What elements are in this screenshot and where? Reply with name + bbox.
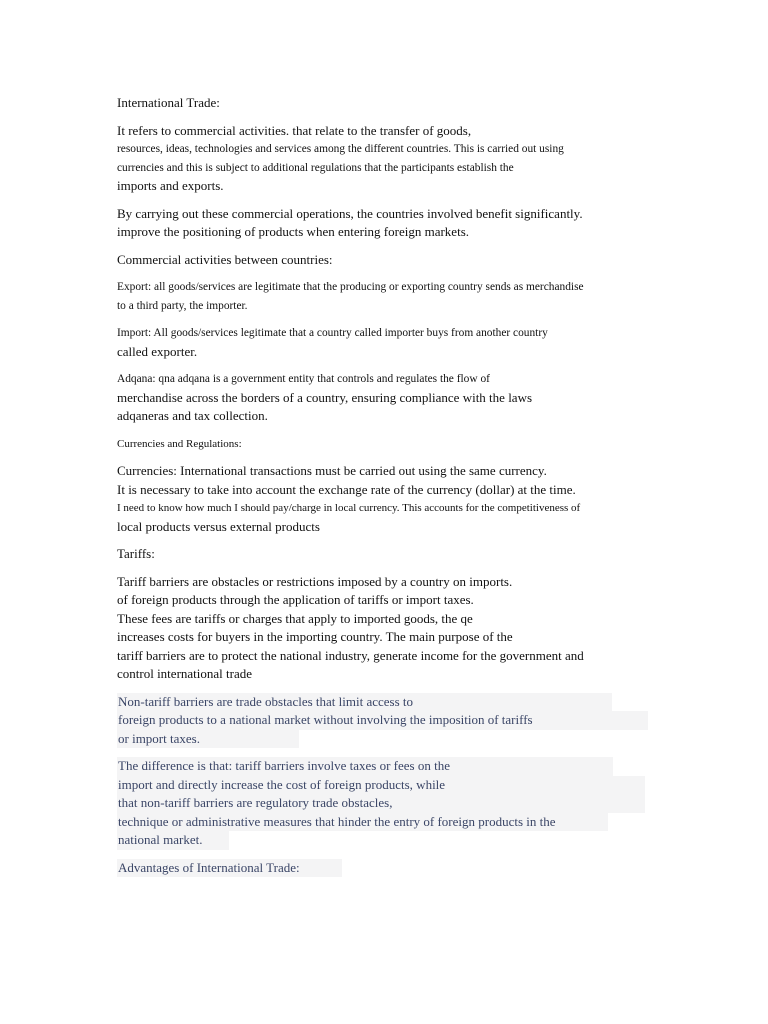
currencies-heading bbox=[117, 435, 657, 454]
difference-line: national market. bbox=[117, 831, 229, 850]
tariffs-line: tariff barriers are to protect the national industry, generate income for the government and bbox=[117, 647, 584, 663]
tariffs-heading bbox=[117, 545, 657, 564]
currencies-paragraph bbox=[117, 462, 657, 536]
difference-paragraph bbox=[117, 757, 657, 850]
advantages-heading-text: Advantages of International Trade: bbox=[117, 859, 342, 878]
adqana-paragraph bbox=[117, 370, 657, 426]
intro-paragraph bbox=[117, 122, 657, 196]
import-line: Import: All goods/services legitimate that a country called importer buys from another country bbox=[117, 327, 548, 339]
tariffs-line: Tariff barriers are obstacles or restrictions imposed by a country on imports. bbox=[117, 573, 513, 589]
tariffs-line: control international trade bbox=[117, 666, 253, 681]
currencies-line: local products versus external products bbox=[117, 518, 320, 534]
tariffs-line: increases costs for buyers in the importing country. The main purpose of the bbox=[117, 629, 513, 644]
non-tariff-line: foreign products to a national market without involving the imposition of tariffs bbox=[117, 711, 648, 730]
tariffs-paragraph bbox=[117, 573, 657, 684]
export-line: to a third party, the importer. bbox=[117, 299, 248, 312]
currencies-heading-text: Currencies and Regulations: bbox=[117, 437, 242, 450]
import-paragraph bbox=[117, 324, 657, 361]
intro-line: It refers to commercial activities. that relate to the transfer of goods, bbox=[117, 122, 472, 138]
export-line: Export: all goods/services are legitimate that the producing or exporting country sends as merchandise bbox=[117, 281, 584, 293]
adqana-line: Adqana: qna adqana is a government entity that controls and regulates the flow of bbox=[117, 373, 490, 385]
difference-line: The difference is that: tariff barriers involve taxes or fees on the bbox=[117, 757, 613, 776]
intro-line: currencies and this is subject to additional regulations that the participants establish the bbox=[117, 161, 514, 174]
benefit-line: By carrying out these commercial operations, the countries involved benefit significantly. bbox=[117, 205, 583, 221]
import-line: called exporter. bbox=[117, 343, 198, 359]
difference-line: that non-tariff barriers are regulatory trade obstacles, bbox=[117, 794, 645, 813]
tariffs-line: of foreign products through the application of tariffs or import taxes. bbox=[117, 592, 474, 607]
intro-line: resources, ideas, technologies and services among the different countries. This is carried out using bbox=[117, 143, 564, 155]
tariffs-heading-text: Tariffs: bbox=[117, 546, 155, 561]
currencies-line: I need to know how much I should pay/charge in local currency. This accounts for the competitiveness of bbox=[117, 502, 581, 514]
non-tariff-line: or import taxes. bbox=[117, 730, 299, 749]
benefit-paragraph bbox=[117, 205, 657, 242]
document-title bbox=[117, 94, 657, 113]
export-paragraph bbox=[117, 278, 657, 315]
currencies-line: It is necessary to take into account the exchange rate of the currency (dollar) at the time. bbox=[117, 481, 576, 497]
difference-line: technique or administrative measures that hinder the entry of foreign products in the bbox=[117, 813, 608, 832]
advantages-heading bbox=[117, 859, 657, 878]
title-text: International Trade: bbox=[117, 95, 220, 110]
currencies-line: Currencies: International transactions must be carried out using the same currency. bbox=[117, 463, 547, 478]
adqana-line: merchandise across the borders of a country, ensuring compliance with the laws bbox=[117, 389, 533, 405]
document-page bbox=[117, 94, 657, 886]
difference-line: import and directly increase the cost of foreign products, while bbox=[117, 776, 645, 795]
commercial-heading bbox=[117, 251, 657, 270]
non-tariff-paragraph bbox=[117, 693, 657, 749]
tariffs-line: These fees are tariffs or charges that apply to imported goods, the qe bbox=[117, 610, 473, 626]
commercial-heading-text: Commercial activities between countries: bbox=[117, 251, 333, 267]
intro-line: imports and exports. bbox=[117, 178, 224, 193]
benefit-line: improve the positioning of products when entering foreign markets. bbox=[117, 224, 470, 239]
adqana-line: adqaneras and tax collection. bbox=[117, 408, 268, 423]
non-tariff-line: Non-tariff barriers are trade obstacles that limit access to bbox=[117, 693, 612, 712]
